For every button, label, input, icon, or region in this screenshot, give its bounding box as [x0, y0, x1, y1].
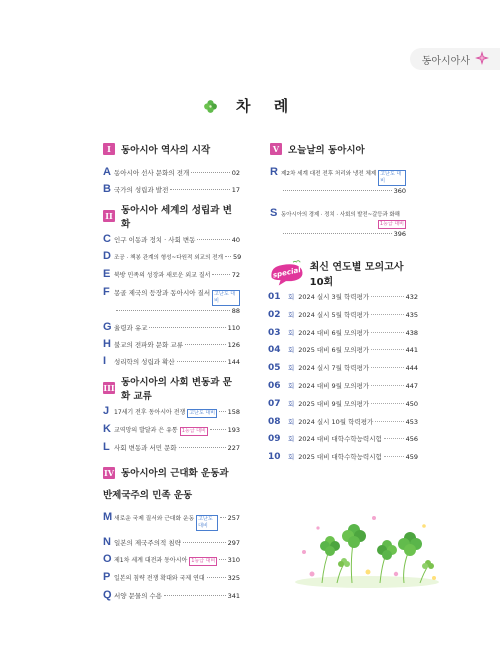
toc-entry[interactable]: I 성리학의 성립과 확산 144: [103, 355, 240, 367]
section-heading: III 동아시아의 사회 변동과 문화 교류: [103, 377, 232, 402]
difficulty-badge: 고난도 대비: [189, 410, 216, 416]
special-mock-exams: [268, 258, 418, 470]
mock-exam-item[interactable]: 10 회 2025 대비 대학수학능력시험 459: [268, 452, 418, 463]
mock-exam-item[interactable]: 07 회 2025 대비 9월 모의평가 450: [268, 398, 418, 409]
toc-left-column: [103, 140, 240, 607]
star-icon: [474, 50, 490, 66]
mock-exam-item[interactable]: 04 회 2025 대비 6월 모의평가 441: [268, 345, 418, 356]
section-heading: II 동아시아 세계의 성립과 변화: [103, 207, 240, 225]
toc-entry[interactable]: H 불교의 전파와 문화 교류 126: [103, 338, 240, 350]
mock-exam-item[interactable]: 06 회 2024 대비 9월 모의평가 447: [268, 380, 418, 391]
title-text: 차 례: [236, 97, 298, 115]
toc-entry[interactable]: G 율령과 유교 110: [103, 321, 240, 333]
roman-numeral: IV: [104, 467, 114, 478]
difficulty-badge: 1등급 대비: [379, 221, 404, 227]
toc-entry[interactable]: B 국가의 성립과 발전 17: [103, 183, 240, 195]
roman-numeral: V: [270, 143, 282, 155]
mock-exam-item[interactable]: 08 회 2024 실시 10월 학력평가 453: [268, 416, 418, 427]
toc-entry[interactable]: A 동아시아 선사 문화의 전개 02: [103, 166, 240, 178]
difficulty-badge: 고난도 대비: [212, 290, 240, 306]
toc-entry[interactable]: K 교역망의 발달과 은 유통 1등급 대비 193: [103, 423, 240, 435]
difficulty-badge: 1등급 대비: [191, 558, 216, 564]
toc-right-column: [270, 140, 406, 245]
toc-entry[interactable]: S 동아시아의 경제 · 정치 · 사회의 발전~갈등과 화해 1등급 대비 396: [270, 207, 406, 238]
toc-entry[interactable]: J 17세기 전후 동아시아 전쟁 고난도 대비 158: [103, 405, 240, 417]
section-heading-line2: 반제국주의 민족 운동: [103, 490, 193, 501]
special-title: 최신 연도별 모의고사 10회: [309, 262, 404, 288]
toc-entry[interactable]: F 몽골 제국의 등장과 동아시아 질서 고난도 대비 88: [103, 286, 240, 315]
roman-numeral: III: [103, 383, 115, 393]
toc-entry[interactable]: M 새로운 국제 질서와 근대화 운동 고난도 대비 257: [103, 511, 240, 529]
svg-text:special: special: [271, 264, 302, 280]
toc-entry[interactable]: N 일본의 제국주의적 침략 297: [103, 536, 240, 548]
special-heading: [268, 258, 418, 288]
section-heading: IV 동아시아의 근대화 운동과: [104, 467, 229, 479]
difficulty-badge: 고난도 대비: [196, 515, 217, 531]
clover-icon: [203, 99, 218, 114]
mock-exam-item[interactable]: 02 회 2024 실시 5월 학력평가 435: [268, 309, 418, 320]
roman-numeral: II: [103, 210, 115, 222]
difficulty-badge: 1등급 대비: [181, 428, 206, 434]
toc-entry[interactable]: O 제1차 세계 대전과 동아시아 1등급 대비 310: [103, 553, 240, 565]
toc-entry[interactable]: L 사회 변동과 서민 문화 227: [103, 441, 240, 453]
special-bubble-icon: [268, 258, 306, 288]
mock-exam-item[interactable]: 09 회 2024 대비 대학수학능력시험 456: [268, 434, 418, 445]
mock-exam-item[interactable]: 03 회 2024 대비 6월 모의평가 438: [268, 327, 418, 338]
toc-entry[interactable]: Q 서양 문물의 수용 341: [103, 589, 240, 601]
mock-exam-item[interactable]: 01 회 2024 실시 3월 학력평가 432: [268, 292, 418, 302]
toc-entry[interactable]: P 일본의 침략 전쟁 확대와 국제 연대 325: [103, 571, 240, 583]
clover-leaf-group: [320, 524, 434, 569]
toc-entry[interactable]: C 인구 이동과 정치 · 사회 변동 40: [103, 233, 240, 245]
roman-numeral: I: [103, 143, 115, 155]
clover-illustration: [292, 508, 442, 590]
section-heading: I 동아시아 역사의 시작: [103, 140, 240, 158]
toc-entry[interactable]: E 북방 민족의 성장과 새로운 외교 질서 72: [103, 268, 240, 280]
toc-entry[interactable]: D 조공 · 책봉 관계의 형성~다원적 외교의 전개 59: [103, 250, 242, 262]
header-label: 동아시아사: [421, 56, 470, 67]
page-title: [0, 95, 500, 116]
difficulty-badge: 고난도 대비: [378, 170, 406, 186]
toc-entry[interactable]: R 제2차 세계 대전 전후 처리와 냉전 체제 고난도 대비 360: [270, 166, 406, 195]
mock-exam-item[interactable]: 05 회 2024 실시 7월 학력평가 444: [268, 363, 418, 374]
section-heading: V 오늘날의 동아시아: [270, 140, 406, 158]
